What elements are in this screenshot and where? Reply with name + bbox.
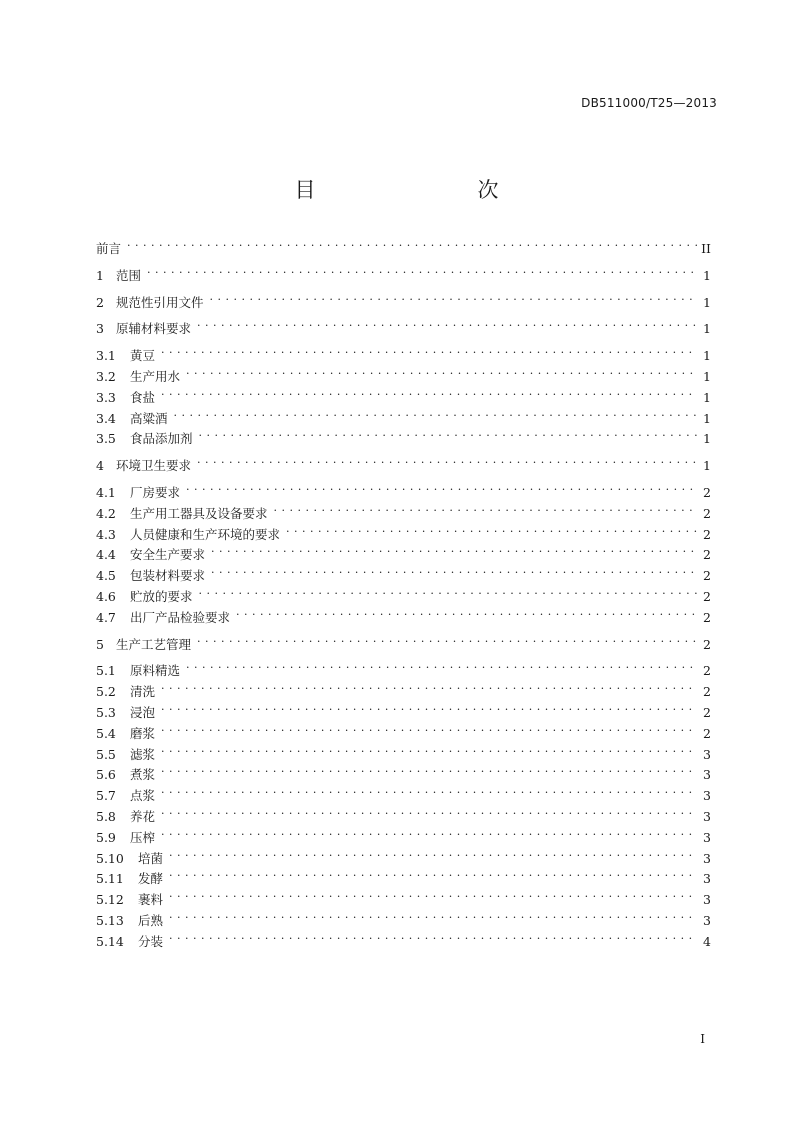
toc-entry-page: 3 — [703, 788, 711, 804]
toc-entry-page: 4 — [703, 933, 711, 949]
toc-entry[interactable] — [96, 239, 711, 260]
toc-dot-leader — [197, 456, 697, 470]
toc-dot-leader — [211, 545, 697, 559]
table-of-contents — [96, 239, 711, 953]
toc-dot-leader — [186, 367, 697, 381]
toc-entry[interactable] — [96, 388, 711, 409]
toc-entry-label: 原辅材料要求 — [116, 321, 192, 337]
toc-entry-number: 4.6 — [96, 588, 116, 604]
toc-entry-page: 2 — [703, 636, 711, 652]
toc-entry-page: 3 — [703, 850, 711, 866]
toc-entry-label: 培菌 — [138, 850, 164, 866]
page-title: 目 次 — [294, 178, 539, 202]
toc-entry-page: 2 — [703, 663, 711, 679]
toc-dot-leader — [199, 587, 697, 601]
toc-entry-number: 5.8 — [96, 808, 116, 824]
toc-entry-label: 出厂产品检验要求 — [130, 609, 231, 625]
toc-entry[interactable] — [96, 635, 711, 656]
toc-entry[interactable] — [96, 429, 711, 450]
toc-entry[interactable] — [96, 566, 711, 587]
toc-dot-leader — [161, 765, 697, 779]
toc-entry-number: 3.2 — [96, 368, 116, 384]
toc-dot-leader — [161, 682, 697, 696]
toc-dot-leader — [161, 346, 697, 360]
toc-entry-label: 前言 — [96, 241, 122, 256]
toc-entry[interactable] — [96, 587, 711, 608]
toc-entry-number: 3 — [96, 321, 104, 337]
toc-entry-number: 5.4 — [96, 725, 116, 741]
toc-dot-leader — [161, 745, 697, 759]
toc-entry-page: 2 — [703, 547, 711, 563]
toc-entry[interactable] — [96, 608, 711, 629]
toc-entry-number: 5.2 — [96, 684, 116, 700]
toc-entry-label: 范围 — [116, 267, 142, 283]
toc-entry-label: 煮浆 — [130, 767, 156, 783]
toc-dot-leader — [161, 807, 697, 821]
toc-entry[interactable] — [96, 456, 711, 477]
toc-entry-label: 黄豆 — [130, 348, 156, 364]
toc-dot-leader — [211, 566, 697, 580]
toc-entry-label: 高粱酒 — [130, 410, 168, 426]
toc-entry-page: 3 — [703, 767, 711, 783]
toc-dot-leader — [186, 483, 697, 497]
toc-entry-page: 1 — [703, 368, 711, 384]
toc-dot-leader — [199, 429, 697, 443]
toc-entry-page: 3 — [703, 808, 711, 824]
toc-entry-page: 1 — [703, 348, 711, 364]
toc-entry-page: II — [701, 241, 711, 256]
toc-entry-number: 4 — [96, 458, 104, 474]
toc-dot-leader — [161, 786, 697, 800]
toc-entry-number: 5.1 — [96, 663, 116, 679]
toc-dot-leader — [174, 409, 697, 423]
toc-entry-label: 后熟 — [138, 912, 164, 928]
toc-entry-label: 生产工艺管理 — [116, 636, 192, 652]
toc-entry-number: 5.3 — [96, 704, 116, 720]
toc-entry-page: 3 — [703, 829, 711, 845]
toc-entry[interactable] — [96, 525, 711, 546]
toc-entry-label: 包装材料要求 — [130, 568, 206, 584]
toc-entry-number: 4.4 — [96, 547, 116, 563]
toc-entry-number: 3.1 — [96, 348, 116, 364]
toc-entry-number: 4.1 — [96, 484, 116, 500]
toc-entry[interactable] — [96, 703, 711, 724]
toc-entry-label: 人员健康和生产环境的要求 — [130, 526, 281, 542]
toc-entry[interactable] — [96, 504, 711, 525]
toc-dot-leader — [210, 293, 697, 307]
toc-entry-label: 滤浆 — [130, 746, 156, 762]
toc-entry-number: 4.2 — [96, 505, 116, 521]
toc-entry[interactable] — [96, 849, 711, 870]
toc-entry-label: 环境卫生要求 — [116, 458, 192, 474]
toc-entry-number: 3.4 — [96, 410, 116, 426]
toc-entry-page: 2 — [703, 725, 711, 741]
toc-entry[interactable] — [96, 724, 711, 745]
toc-entry-page: 1 — [703, 410, 711, 426]
toc-entry-number: 5 — [96, 636, 104, 652]
toc-entry-label: 清洗 — [130, 684, 156, 700]
toc-entry-label: 发酵 — [138, 871, 164, 887]
toc-dot-leader — [161, 828, 697, 842]
toc-entry-label: 压榨 — [130, 829, 156, 845]
toc-entry[interactable] — [96, 409, 711, 430]
toc-entry-page: 1 — [703, 267, 711, 283]
toc-entry-number: 5.13 — [96, 912, 124, 928]
document-code: DB511000/T25—2013 — [581, 96, 717, 110]
toc-dot-leader — [147, 266, 697, 280]
toc-dot-leader — [274, 504, 697, 518]
toc-entry[interactable] — [96, 786, 711, 807]
toc-entry-page: 1 — [703, 458, 711, 474]
toc-entry-label: 原料精选 — [130, 663, 181, 679]
toc-dot-leader — [197, 635, 697, 649]
toc-entry-label: 厂房要求 — [130, 484, 181, 500]
toc-entry[interactable] — [96, 807, 711, 828]
toc-entry-number: 4.7 — [96, 609, 116, 625]
toc-dot-leader — [186, 661, 697, 675]
toc-dot-leader — [169, 932, 697, 946]
toc-entry-page: 2 — [703, 568, 711, 584]
toc-entry-label: 养花 — [130, 808, 156, 824]
toc-entry-label: 点浆 — [130, 788, 156, 804]
toc-entry-label: 安全生产要求 — [130, 547, 206, 563]
toc-entry[interactable] — [96, 682, 711, 703]
toc-entry-number: 2 — [96, 294, 104, 310]
toc-entry-page: 2 — [703, 505, 711, 521]
toc-entry-page: 3 — [703, 746, 711, 762]
toc-entry-page: 1 — [703, 294, 711, 310]
toc-dot-leader — [127, 239, 697, 253]
toc-entry[interactable] — [96, 890, 711, 911]
toc-entry-page: 1 — [703, 321, 711, 337]
toc-entry[interactable] — [96, 765, 711, 786]
toc-entry-page: 1 — [703, 389, 711, 405]
toc-entry-number: 5.14 — [96, 933, 124, 949]
toc-entry-page: 2 — [703, 684, 711, 700]
toc-entry[interactable] — [96, 932, 711, 953]
toc-entry-label: 生产用工器具及设备要求 — [130, 505, 268, 521]
page-number: I — [700, 1032, 705, 1046]
toc-entry-number: 5.6 — [96, 767, 116, 783]
toc-entry-page: 3 — [703, 871, 711, 887]
toc-entry-number: 3.5 — [96, 431, 116, 447]
toc-entry-number: 5.9 — [96, 829, 116, 845]
toc-entry-label: 裹料 — [138, 892, 164, 908]
toc-entry-label: 食盐 — [130, 389, 156, 405]
toc-dot-leader — [286, 525, 697, 539]
toc-entry-number: 5.11 — [96, 871, 124, 887]
toc-dot-leader — [169, 890, 697, 904]
toc-entry-number: 5.5 — [96, 746, 116, 762]
toc-entry-page: 2 — [703, 588, 711, 604]
toc-entry[interactable] — [96, 346, 711, 367]
toc-dot-leader — [236, 608, 697, 622]
toc-dot-leader — [169, 869, 697, 883]
toc-entry-number: 1 — [96, 267, 104, 283]
toc-dot-leader — [161, 724, 697, 738]
toc-entry-label: 规范性引用文件 — [116, 294, 204, 310]
toc-entry[interactable] — [96, 745, 711, 766]
toc-entry-label: 贮放的要求 — [130, 588, 193, 604]
toc-entry[interactable] — [96, 545, 711, 566]
toc-dot-leader — [169, 849, 697, 863]
toc-entry[interactable] — [96, 266, 711, 287]
toc-entry-page: 2 — [703, 609, 711, 625]
toc-entry[interactable] — [96, 293, 711, 314]
toc-entry-page: 2 — [703, 484, 711, 500]
toc-entry[interactable] — [96, 911, 711, 932]
toc-entry-label: 食品添加剂 — [130, 431, 193, 447]
toc-entry-number: 4.5 — [96, 568, 116, 584]
toc-entry[interactable] — [96, 828, 711, 849]
toc-entry-page: 2 — [703, 526, 711, 542]
toc-dot-leader — [161, 388, 697, 402]
toc-dot-leader — [197, 319, 697, 333]
toc-entry-label: 生产用水 — [130, 368, 181, 384]
toc-entry[interactable] — [96, 661, 711, 682]
toc-entry-page: 1 — [703, 431, 711, 447]
toc-entry[interactable] — [96, 869, 711, 890]
toc-entry-number: 3.3 — [96, 389, 116, 405]
toc-entry[interactable] — [96, 319, 711, 340]
toc-dot-leader — [161, 703, 697, 717]
toc-entry-page: 3 — [703, 912, 711, 928]
toc-dot-leader — [169, 911, 697, 925]
toc-entry[interactable] — [96, 367, 711, 388]
toc-entry-number: 5.7 — [96, 788, 116, 804]
toc-entry-label: 分装 — [138, 933, 164, 949]
toc-entry-number: 5.12 — [96, 892, 124, 908]
toc-entry-label: 浸泡 — [130, 704, 156, 720]
toc-entry[interactable] — [96, 483, 711, 504]
toc-entry-number: 5.10 — [96, 850, 124, 866]
toc-entry-label: 磨浆 — [130, 725, 156, 741]
toc-entry-page: 2 — [703, 704, 711, 720]
toc-entry-page: 3 — [703, 892, 711, 908]
toc-entry-number: 4.3 — [96, 526, 116, 542]
